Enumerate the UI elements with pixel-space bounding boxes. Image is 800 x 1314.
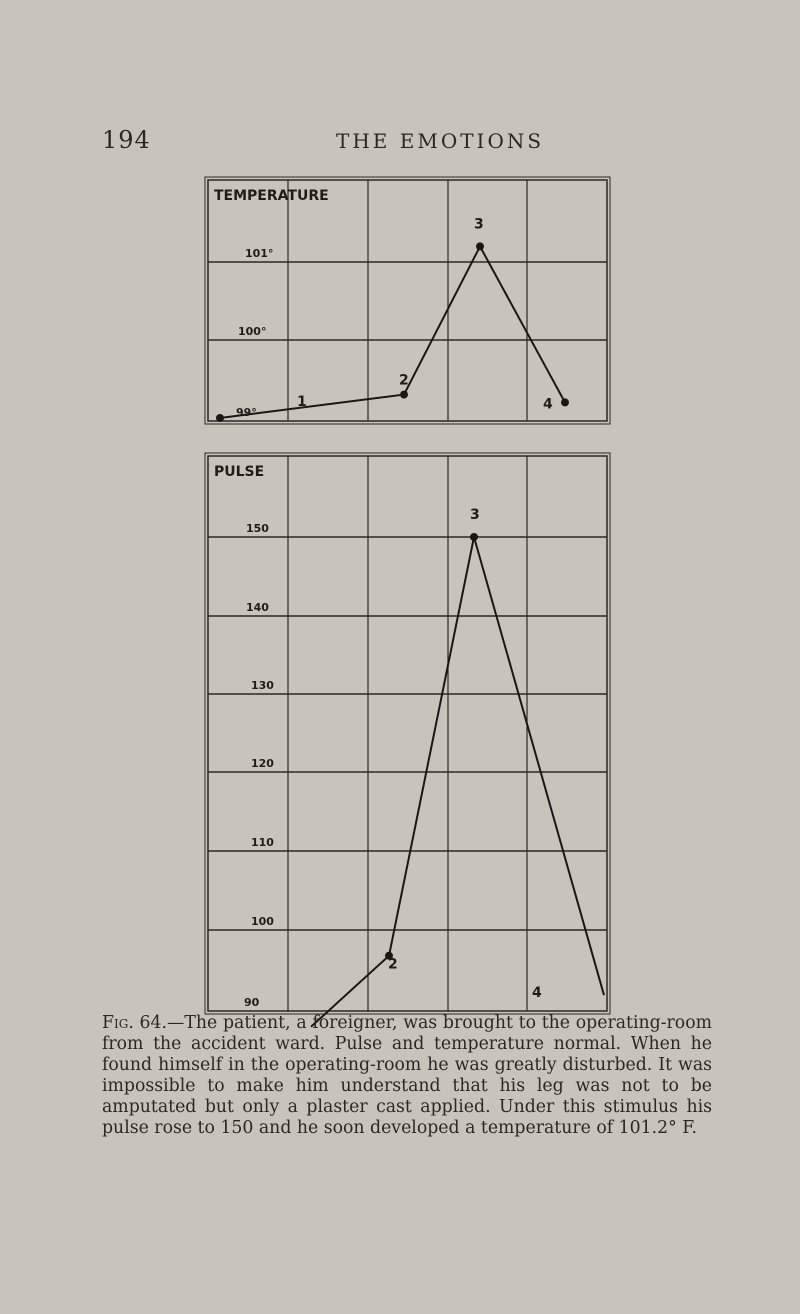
pulse-point-label-2: 2 [388, 956, 398, 973]
pulse-tick-label: 140 [246, 601, 269, 614]
pulse-tick-label: 150 [246, 522, 269, 535]
pulse-tick-label: 120 [251, 757, 274, 770]
pulse-point-label-4: 4 [532, 985, 542, 1002]
pulse-point-label-3: 3 [470, 507, 480, 523]
figure-caption [102, 1013, 712, 1139]
temperature-point-label-1: 1 [297, 394, 307, 410]
running-head: THE EMOTIONS [336, 129, 545, 153]
pulse-series-line [311, 537, 604, 1027]
pulse-tick-label: 110 [251, 836, 274, 849]
temperature-point-label-3: 3 [474, 216, 484, 233]
figure-label: Fig. 64. [102, 1013, 168, 1033]
pulse-point-3 [470, 533, 478, 541]
temperature-tick-label: 100° [238, 325, 267, 338]
pulse-tick-label: 90 [244, 996, 260, 1009]
temperature-title: TEMPERATURE [214, 188, 329, 204]
pulse-title: PULSE [214, 464, 265, 480]
figure-caption-text: —The patient, a foreigner, was brought to the operating-room from the accident ward. Pulse and temperature normal. When he found himself in the operating-room he was greatly disturbed. It was impossible to make him understand that his leg was not to be amputated but only a plaster cast applied. Under this stimulus his pulse rose to 150 and he soon developed a temperature of 101.2° F. [102, 1013, 712, 1138]
pulse-tick-label: 130 [251, 679, 274, 692]
temperature-point-label-2: 2 [399, 372, 409, 389]
pulse-tick-label: 100 [251, 915, 274, 928]
temperature-tick-label: 101° [245, 247, 274, 260]
temperature-tick-label: 99° [236, 406, 257, 419]
page-number: 194 [102, 126, 151, 154]
temperature-point-label-4: 4 [543, 396, 553, 413]
